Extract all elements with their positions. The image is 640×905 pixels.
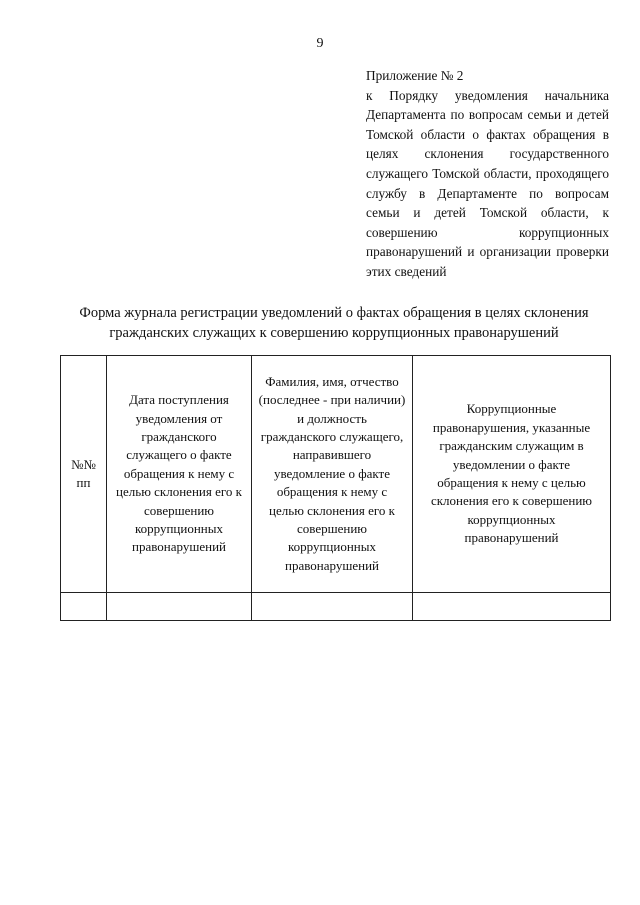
annex-block	[366, 66, 609, 282]
header-violations-text: Коррупционные правонарушения, указанные гражданским служащим в уведомлении о факте обращения к нему с целью склонения его к совершению коррупционных правонарушений	[430, 401, 593, 546]
table-header-row	[61, 356, 611, 593]
header-violations	[413, 356, 611, 593]
table-cell	[252, 593, 413, 621]
header-number-line-2: пп	[76, 475, 91, 490]
table-cell	[61, 593, 107, 621]
form-title	[60, 303, 608, 343]
header-number-line-1: №№	[71, 456, 96, 472]
header-name-position-text: Фамилия, имя, отчество (последнее - при наличии) и должность гражданского служащего, направившего уведомление о факте обращения к нему с целью склонения его к совершению коррупционных правонарушений	[258, 373, 406, 573]
form-title-line-1: Форма журнала регистрации уведомлений о фактах обращения в целях склонения	[79, 305, 589, 321]
header-date-text: Дата поступления уведомления от гражданского служащего о факте обращения к нему с целью склонения его к совершению коррупционных правонарушений	[116, 392, 242, 555]
form-title-line-2: гражданских служащих к совершению коррупционных правонарушений	[109, 325, 559, 341]
table-cell	[413, 593, 611, 621]
annex-text: к Порядку уведомления начальника Департамента по вопросам семьи и детей Томской области о фактах обращения в целях склонения государственного служащего Томской области, проходящего службу в Департаменте по вопросам семьи и детей Томской области, к совершению коррупционных правонарушений и организации проверки этих сведений	[366, 87, 609, 279]
table-cell	[107, 593, 252, 621]
header-name-position	[252, 356, 413, 593]
annex-title: Приложение № 2	[366, 68, 464, 83]
journal-table	[60, 355, 611, 621]
header-date	[107, 356, 252, 593]
table-row	[61, 593, 611, 621]
page-number: 9	[316, 36, 324, 51]
header-number	[61, 356, 107, 593]
